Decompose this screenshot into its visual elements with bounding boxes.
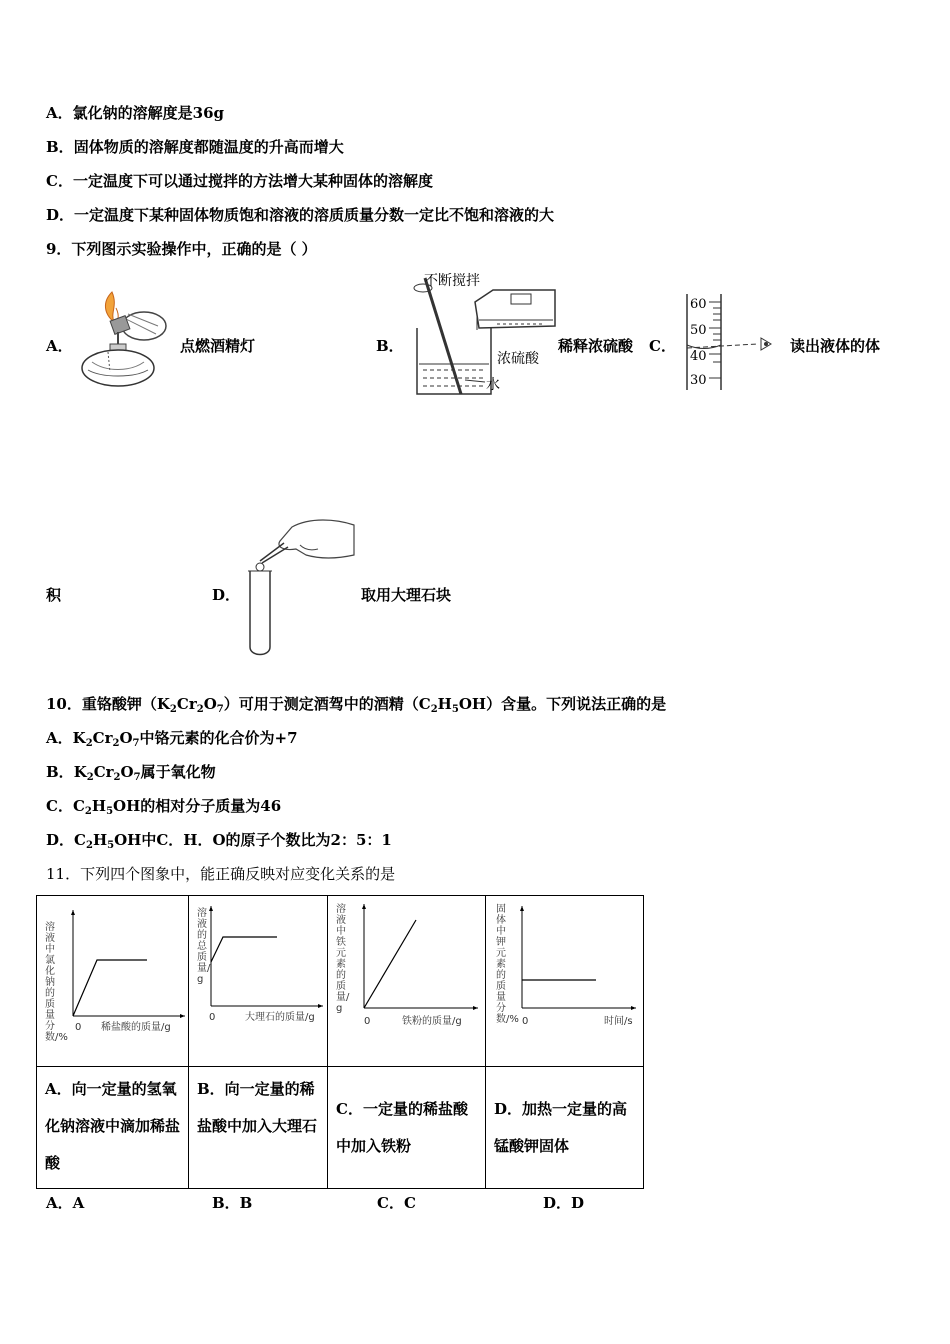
q9-b-label: B．	[376, 337, 404, 355]
q9-c-tick-40: 40	[690, 349, 707, 364]
graph-b-plot	[189, 896, 327, 1067]
svg-text:0: 0	[522, 1016, 529, 1027]
graph-c-ylabel: 溶液中铁元素的质量/g	[336, 904, 350, 1014]
q11-answer-a: A．A	[46, 1194, 85, 1212]
q9-c-caption-part1: 读出液体的体	[790, 337, 881, 355]
q9-b-acid-label: 浓硫酸	[497, 351, 539, 367]
q8-option-d: D．一定温度下某种固体物质饱和溶液的溶质质量分数一定比不饱和溶液的大	[46, 206, 555, 224]
q10-option-c: C．$C_2H_5OH$的相对分子质量为46	[46, 797, 282, 817]
q10-option-d: D．$C_2H_5OH$中C．H．O的原子个数比为2：5：1	[46, 831, 392, 851]
svg-text:时间/s: 时间/s	[604, 1016, 633, 1027]
q10-option-a: A．$K_2Cr_2O_7$中铬元素的化合价为+7	[46, 729, 298, 749]
q11-answer-b: B．B	[212, 1194, 253, 1212]
q9-c-caption-part2: 积	[46, 586, 62, 604]
graph-b-ylabel: 溶液的总质量/g	[197, 908, 211, 985]
graph-d-cell	[486, 896, 644, 1067]
graph-d-plot	[486, 896, 643, 1067]
q9-c-tick-30: 30	[690, 373, 707, 388]
q9-stem: 9．下列图示实验操作中，正确的是（ ）	[46, 240, 317, 258]
test-tube-tweezers-figure	[240, 515, 360, 660]
q9-a-label: A．	[46, 337, 73, 355]
svg-text:0: 0	[364, 1016, 371, 1027]
q8-option-c: C．一定温度下可以通过搅拌的方法增大某种固体的溶解度	[46, 172, 433, 190]
q9-b-water-label: 水	[486, 377, 500, 393]
graph-a-plot	[37, 896, 188, 1067]
q9-d-caption: 取用大理石块	[361, 586, 452, 604]
graph-a-cell	[37, 896, 189, 1067]
q9-c-tick-50: 50	[690, 323, 707, 338]
q9-b-caption: 稀释浓硫酸	[558, 337, 634, 355]
svg-text:0: 0	[75, 1022, 82, 1033]
graph-d-ylabel: 固体中钾元素的质量分数/%	[496, 904, 519, 1025]
q11-answer-c: C．C	[377, 1194, 416, 1212]
graph-c-caption: C．一定量的稀盐酸中加入铁粉	[328, 1067, 486, 1189]
graph-c-cell	[328, 896, 486, 1067]
graph-a-ylabel: 溶液中氯化钠的质量分数/%	[45, 922, 68, 1043]
svg-text:0: 0	[209, 1012, 216, 1023]
q10-stem: 10．重铬酸钾$(K_2Cr_2O_7)$可用于测定酒驾中的酒精$(C_2H_5OH)$含量。下列说法正确的是	[46, 695, 667, 715]
svg-text:铁粉的质量/g: 铁粉的质量/g	[402, 1016, 462, 1027]
q8-option-a: A．氯化钠的溶解度是36g	[46, 104, 225, 122]
graph-b-caption: B．向一定量的稀盐酸中加入大理石	[189, 1067, 328, 1189]
q11-answer-d: D．D	[543, 1194, 585, 1212]
q11-stem: 11．下列四个图象中，能正确反映对应变化关系的是	[46, 865, 396, 883]
alcohol-lamp-figure	[72, 288, 172, 393]
svg-text:稀盐酸的质量/g: 稀盐酸的质量/g	[101, 1022, 171, 1033]
q9-a-caption: 点燃酒精灯	[180, 337, 256, 355]
q8-option-b: B．固体物质的溶解度都随温度的升高而增大	[46, 138, 344, 156]
q9-c-tick-60: 60	[690, 297, 707, 312]
graph-b-cell	[189, 896, 328, 1067]
svg-text:大理石的质量/g: 大理石的质量/g	[245, 1012, 315, 1023]
graph-d-caption: D．加热一定量的高锰酸钾固体	[486, 1067, 644, 1189]
q10-option-b: B．$K_2Cr_2O_7$属于氧化物	[46, 763, 216, 783]
q9-d-label: D．	[212, 586, 241, 604]
q9-c-label: C．	[649, 337, 676, 355]
q11-graph-table	[36, 895, 644, 1189]
graph-c-plot	[328, 896, 485, 1067]
graph-a-caption: A．向一定量的氢氧化钠溶液中滴加稀盐酸	[37, 1067, 189, 1189]
q9-b-stir-label: 不断搅拌	[424, 273, 480, 289]
